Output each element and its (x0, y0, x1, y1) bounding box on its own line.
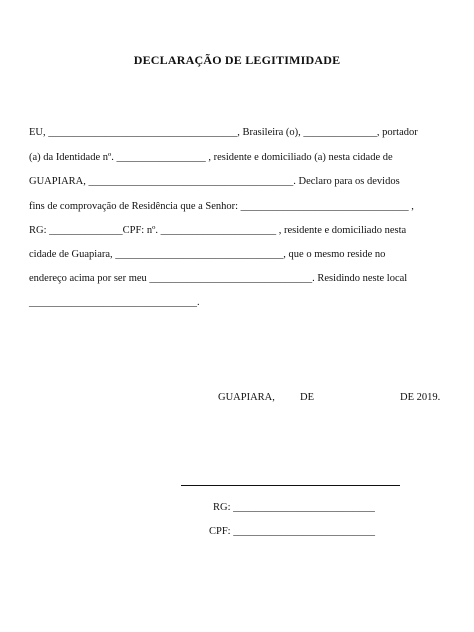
body-line-8: ________________________________. (29, 297, 200, 308)
signature-rg: RG: ___________________________ (213, 502, 375, 513)
date-year: DE 2019. (400, 392, 441, 403)
body-line-6: cidade de Guapiara, ________________________________, que o mesmo reside no (29, 249, 386, 260)
date-city: GUAPIARA, (218, 392, 275, 403)
signature-line (181, 485, 400, 486)
body-line-5: RG: ______________CPF: nº. ______________________ , residente e domiciliado nesta (29, 225, 407, 236)
signature-cpf: CPF: ___________________________ (209, 526, 375, 537)
body-line-2: (a) da Identidade nº. _________________ , residente e domiciliado (a) nesta cidade de (29, 152, 393, 163)
body-line-1: EU, ____________________________________, Brasileira (o), ______________, portador (29, 127, 418, 138)
document-title: DECLARAÇÃO DE LEGITIMIDADE (133, 53, 341, 67)
date-de: DE (300, 392, 314, 403)
body-line-3: GUAPIARA, _______________________________________. Declaro para os devidos (29, 176, 400, 187)
body-line-4: fins de comprovação de Residência que a Senhor: ________________________________ , (29, 201, 414, 212)
body-line-7: endereço acima por ser meu _______________________________. Residindo neste local (29, 273, 408, 284)
